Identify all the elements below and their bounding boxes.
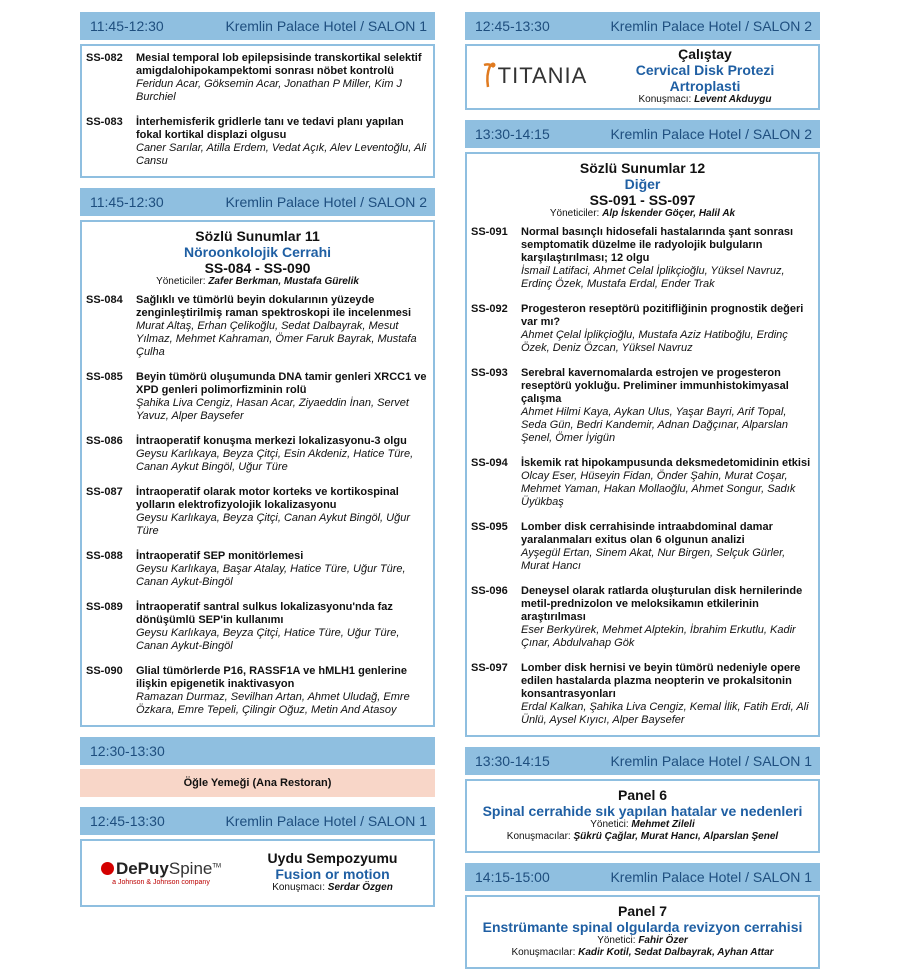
session-box xyxy=(80,220,435,727)
lunch-banner: Öğle Yemeği (Ana Restoran) xyxy=(80,769,435,797)
speaker-name: Levent Akduygu xyxy=(694,94,772,105)
session-time: 12:45-13:30 xyxy=(475,18,550,34)
speakers-label: Konuşmacılar: xyxy=(506,831,574,842)
session-time: 12:30-13:30 xyxy=(90,743,165,759)
abstract-title: Sağlıklı ve tümörlü beyin dokularının yüzeyde zenginleştirilmiş raman spektroskopi ile incelenmesi xyxy=(136,294,412,319)
moderators-label: Yöneticiler: xyxy=(549,208,603,219)
abstract-title: İntraoperatif santral sulkus lokalizasyonu'nda faz dönüşümlü SEP'in kullanımı xyxy=(136,601,393,626)
session-box xyxy=(465,152,820,737)
session-title: Panel 7 xyxy=(617,903,668,919)
abstract-authors: Geysu Karlıkaya, Beyza Çitçi, Esin Akdeniz, Hatice Türe, Canan Aykut Bingöl, Uğur Türe xyxy=(136,448,414,473)
moderators-names: Alp İskender Göçer, Halil Ak xyxy=(602,208,736,219)
abstract-authors: Ramazan Durmaz, Sevilhan Artan, Ahmet Uludağ, Emre Özkara, Emre Tepeli, Çilingir Oğuz, Metin And Atasoy xyxy=(136,691,410,716)
session-subtitle-2: Artroplasti xyxy=(669,78,741,94)
session-time: 13:30-14:15 xyxy=(475,126,550,142)
abstract-authors: Ahmet Hilmi Kaya, Aykan Ulus, Yaşar Bayri, Arif Topal, Seda Gün, Bedri Kandemir, Adnan Dağçınar, Alparslan Şenel, Ömer İyigün xyxy=(521,406,789,444)
abstract-code: SS-082 xyxy=(86,52,123,64)
session-title: Sözlü Sunumlar 11 xyxy=(195,228,320,244)
abstract-authors: Caner Sarılar, Atilla Erdem, Vedat Açık, Alev Leventoğlu, Ali Cansu xyxy=(136,142,427,167)
session-venue: Kremlin Palace Hotel / SALON 1 xyxy=(610,753,812,769)
abstract-code: SS-083 xyxy=(86,116,123,128)
session-venue: Kremlin Palace Hotel / SALON 2 xyxy=(225,194,427,210)
speaker xyxy=(236,882,429,894)
abstract-item xyxy=(471,303,814,355)
session-range: SS-091 - SS-097 xyxy=(589,192,696,208)
abstract-code: SS-095 xyxy=(471,521,508,533)
session-time: 14:15-15:00 xyxy=(475,869,550,885)
abstract-title: İntraoperatif SEP monitörlemesi xyxy=(136,550,304,562)
abstract-item xyxy=(86,486,429,538)
speaker-label: Konuşmacı: xyxy=(272,882,328,893)
abstract-item xyxy=(86,294,429,359)
session-header xyxy=(465,120,820,148)
session-subtitle: Nöroonkolojik Cerrahi xyxy=(183,244,332,260)
session-venue: Kremlin Palace Hotel / SALON 2 xyxy=(610,18,812,34)
abstract-authors: Ahmet Çelal İplikçioğlu, Mustafa Aziz Hatiboğlu, Erdinç Özek, Deniz Özcan, Yüksel Navruz xyxy=(521,329,788,354)
abstract-title: Normal basınçlı hidosefali hastalarında şant sonrası semptomatik düzelme ile radyolojik bulguların karşılaştırılması; 12 olgu xyxy=(521,226,794,264)
abstract-code: SS-089 xyxy=(86,601,123,613)
session-subtitle: Cervical Disk Protezi xyxy=(635,62,775,78)
session-header xyxy=(80,12,435,40)
abstract-title: İnterhemisferik gridlerle tanı ve tedavi planı yapılan fokal kortikal displazi olgusu xyxy=(136,116,404,141)
logo-text: TITANIA xyxy=(497,63,588,88)
abstract-item xyxy=(86,601,429,653)
logo-tm: TM xyxy=(212,863,222,870)
session-range: SS-084 - SS-090 xyxy=(204,260,311,276)
abstract-item xyxy=(471,367,814,445)
abstract-code: SS-085 xyxy=(86,371,123,383)
abstract-title: Lomber disk cerrahisinde intraabdominal damar yaralanmaları exitus olan 6 olgunun analizi xyxy=(521,521,773,546)
abstract-title: Beyin tümörü oluşumunda DNA tamir genleri XRCC1 ve XPD genleri polimorfizminin rolü xyxy=(136,371,427,396)
abstract-authors: Ayşegül Ertan, Sinem Akat, Nur Birgen, Selçuk Gürler, Murat Hancı xyxy=(521,547,786,572)
abstract-title: Lomber disk hernisi ve beyin tümörü nedeniyle opere edilen hastalarda plazma neopterin ve prokalsitonin konsantrasyonları xyxy=(521,662,801,700)
abstract-item xyxy=(86,550,429,589)
session-subtitle: Diğer xyxy=(624,176,661,192)
speakers-label: Konuşmacılar: xyxy=(511,947,579,958)
moderator-label: Yönetici: xyxy=(590,819,632,830)
left-column xyxy=(80,12,435,907)
depuy-logo xyxy=(86,859,236,886)
speaker-label: Konuşmacı: xyxy=(638,94,695,105)
abstract-authors: Feridun Acar, Göksemin Acar, Jonathan P Miller, Kim J Burchiel xyxy=(136,78,402,103)
abstract-code: SS-087 xyxy=(86,486,123,498)
session-header xyxy=(80,807,435,835)
abstract-item xyxy=(471,521,814,573)
speakers-names: Kadir Kotil, Sedat Dalbayrak, Ayhan Attar xyxy=(578,947,774,958)
moderators-names: Zafer Berkman, Mustafa Gürelik xyxy=(208,276,359,287)
abstract-code: SS-084 xyxy=(86,294,123,306)
abstract-title: Progesteron reseptörü pozitifliğinin prognostik değeri var mı? xyxy=(521,303,804,328)
abstract-item xyxy=(86,665,429,717)
abstract-title: Serebral kavernomalarda estrojen ve progesteron reseptörü yokluğu. Preliminer immunhistokimyasal çalışma xyxy=(521,367,789,405)
session-time: 11:45-12:30 xyxy=(90,18,164,34)
abstract-item xyxy=(471,226,814,291)
moderator xyxy=(471,819,814,831)
session-title: Uydu Sempozyumu xyxy=(267,850,398,866)
abstract-code: SS-086 xyxy=(86,435,123,447)
sponsor-box xyxy=(80,839,435,907)
session-title: Sözlü Sunumlar 12 xyxy=(579,160,706,176)
speaker xyxy=(596,94,814,106)
session-venue: Kremlin Palace Hotel / SALON 1 xyxy=(610,869,812,885)
speakers-names: Şükrü Çağlar, Murat Hancı, Alparslan Şenel xyxy=(573,831,779,842)
session-time: 13:30-14:15 xyxy=(475,753,550,769)
abstract-item xyxy=(86,52,429,104)
abstract-authors: Geysu Karlıkaya, Beyza Çitçi, Canan Aykut Bingöl, Uğur Türe xyxy=(136,512,411,537)
session-header xyxy=(465,12,820,40)
session-subtitle: Fusion or motion xyxy=(275,866,390,882)
session-venue: Kremlin Palace Hotel / SALON 2 xyxy=(610,126,812,142)
session-header xyxy=(465,863,820,891)
panel-box xyxy=(465,779,820,853)
abstract-code: SS-092 xyxy=(471,303,508,315)
titania-figure-icon xyxy=(480,61,498,91)
abstract-code: SS-097 xyxy=(471,662,508,674)
abstract-item xyxy=(471,585,814,650)
abstract-item xyxy=(471,457,814,509)
abstract-title: İskemik rat hipokampusunda deksmedetomidinin etkisi xyxy=(521,457,811,469)
abstract-item xyxy=(86,435,429,474)
session-time: 12:45-13:30 xyxy=(90,813,165,829)
abstract-code: SS-091 xyxy=(471,226,508,238)
abstract-authors: Şahika Liva Cengiz, Hasan Acar, Ziyaeddin İnan, Servet Yavuz, Alper Baysefer xyxy=(136,397,409,422)
moderator-label: Yönetici: xyxy=(597,935,639,946)
session-title: Panel 6 xyxy=(617,787,668,803)
session-subtitle: Spinal cerrahide sık yapılan hatalar ve nedenleri xyxy=(482,803,803,819)
right-column xyxy=(465,12,820,969)
abstract-title: Deneysel olarak ratlarda oluşturulan disk hernilerinde metil-prednizolon ve meloksikamın etkilerinin araştırılması xyxy=(521,585,803,623)
abstract-authors: Murat Altaş, Erhan Çelikoğlu, Sedat Dalbayrak, Mesut Yılmaz, Mehmet Kahraman, Ömer Faruk Bayrak, Mustafa Çulha xyxy=(136,320,417,358)
abstract-authors: İsmail Latifaci, Ahmet Celal İplikçioğlu, Yüksel Navruz, Erdinç Özek, Mustafa Erdal, Ender Trak xyxy=(521,265,785,290)
sponsor-box xyxy=(465,44,820,110)
abstract-item xyxy=(471,662,814,727)
abstract-title: İntraoperatif konuşma merkezi lokalizasyonu-3 olgu xyxy=(136,435,407,447)
abstract-title: Mesial temporal lob epilepsisinde transkortikal selektif amigdalohipokampektomi sonrası nöbet kontrolü xyxy=(136,52,422,77)
abstract-code: SS-093 xyxy=(471,367,508,379)
session-header xyxy=(80,737,435,765)
moderator xyxy=(471,935,814,947)
logo-text-secondary: Spine xyxy=(168,858,213,878)
abstract-authors: Olcay Eser, Hüseyin Fidan, Önder Şahin, Murat Coşar, Mehmet Yaman, Hakan Mollaoğlu, Ahmet Songur, Sadık Üyükbaş xyxy=(521,470,796,508)
session-subtitle: Enstrümante spinal olgularda revizyon cerrahisi xyxy=(482,919,803,935)
abstract-title: Glial tümörlerde P16, RASSF1A ve hMLH1 genlerine ilişkin epigenetik inaktivasyon xyxy=(136,665,407,690)
abstract-item xyxy=(86,116,429,168)
session-header xyxy=(80,188,435,216)
abstract-code: SS-096 xyxy=(471,585,508,597)
brand-dot-icon xyxy=(101,862,114,875)
session-header xyxy=(465,747,820,775)
moderator-name: Fahir Özer xyxy=(638,935,688,946)
abstract-code: SS-094 xyxy=(471,457,508,469)
moderator-name: Mehmet Zileli xyxy=(631,819,695,830)
session-time: 11:45-12:30 xyxy=(90,194,164,210)
session-venue: Kremlin Palace Hotel / SALON 1 xyxy=(225,18,427,34)
session-venue: Kremlin Palace Hotel / SALON 1 xyxy=(225,813,427,829)
moderators xyxy=(471,208,814,220)
session-box xyxy=(80,44,435,178)
moderators xyxy=(86,276,429,288)
session-title: Çalıştay xyxy=(678,46,732,62)
logo-text-primary: DePuy xyxy=(115,858,169,878)
abstract-authors: Geysu Karlıkaya, Beyza Çitçi, Hatice Türe, Uğur Türe, Canan Aykut-Bingöl xyxy=(136,627,400,652)
speaker-name: Serdar Özgen xyxy=(327,882,393,893)
abstract-code: SS-090 xyxy=(86,665,123,677)
moderators-label: Yöneticiler: xyxy=(156,276,209,287)
abstract-authors: Eser Berkyürek, Mehmet Alptekin, İbrahim Erkutlu, Kadir Çınar, Abdulvahap Gök xyxy=(521,624,796,649)
speakers xyxy=(471,947,814,959)
speakers xyxy=(471,831,814,843)
logo-subtext: a Johnson & Johnson company xyxy=(112,878,210,886)
titania-logo xyxy=(471,61,596,91)
panel-box xyxy=(465,895,820,969)
abstract-code: SS-088 xyxy=(86,550,123,562)
abstract-authors: Erdal Kalkan, Şahika Liva Cengiz, Kemal İlik, Fatih Erdi, Ali Ünlü, Aysel Kıyıcı, Alper Baysefer xyxy=(521,701,809,726)
abstract-item xyxy=(86,371,429,423)
abstract-authors: Geysu Karlıkaya, Başar Atalay, Hatice Türe, Uğur Türe, Canan Aykut-Bingöl xyxy=(136,563,406,588)
abstract-title: İntraoperatif olarak motor korteks ve kortikospinal yolların elektrofizyolojik lokalizasyonu xyxy=(136,486,399,511)
